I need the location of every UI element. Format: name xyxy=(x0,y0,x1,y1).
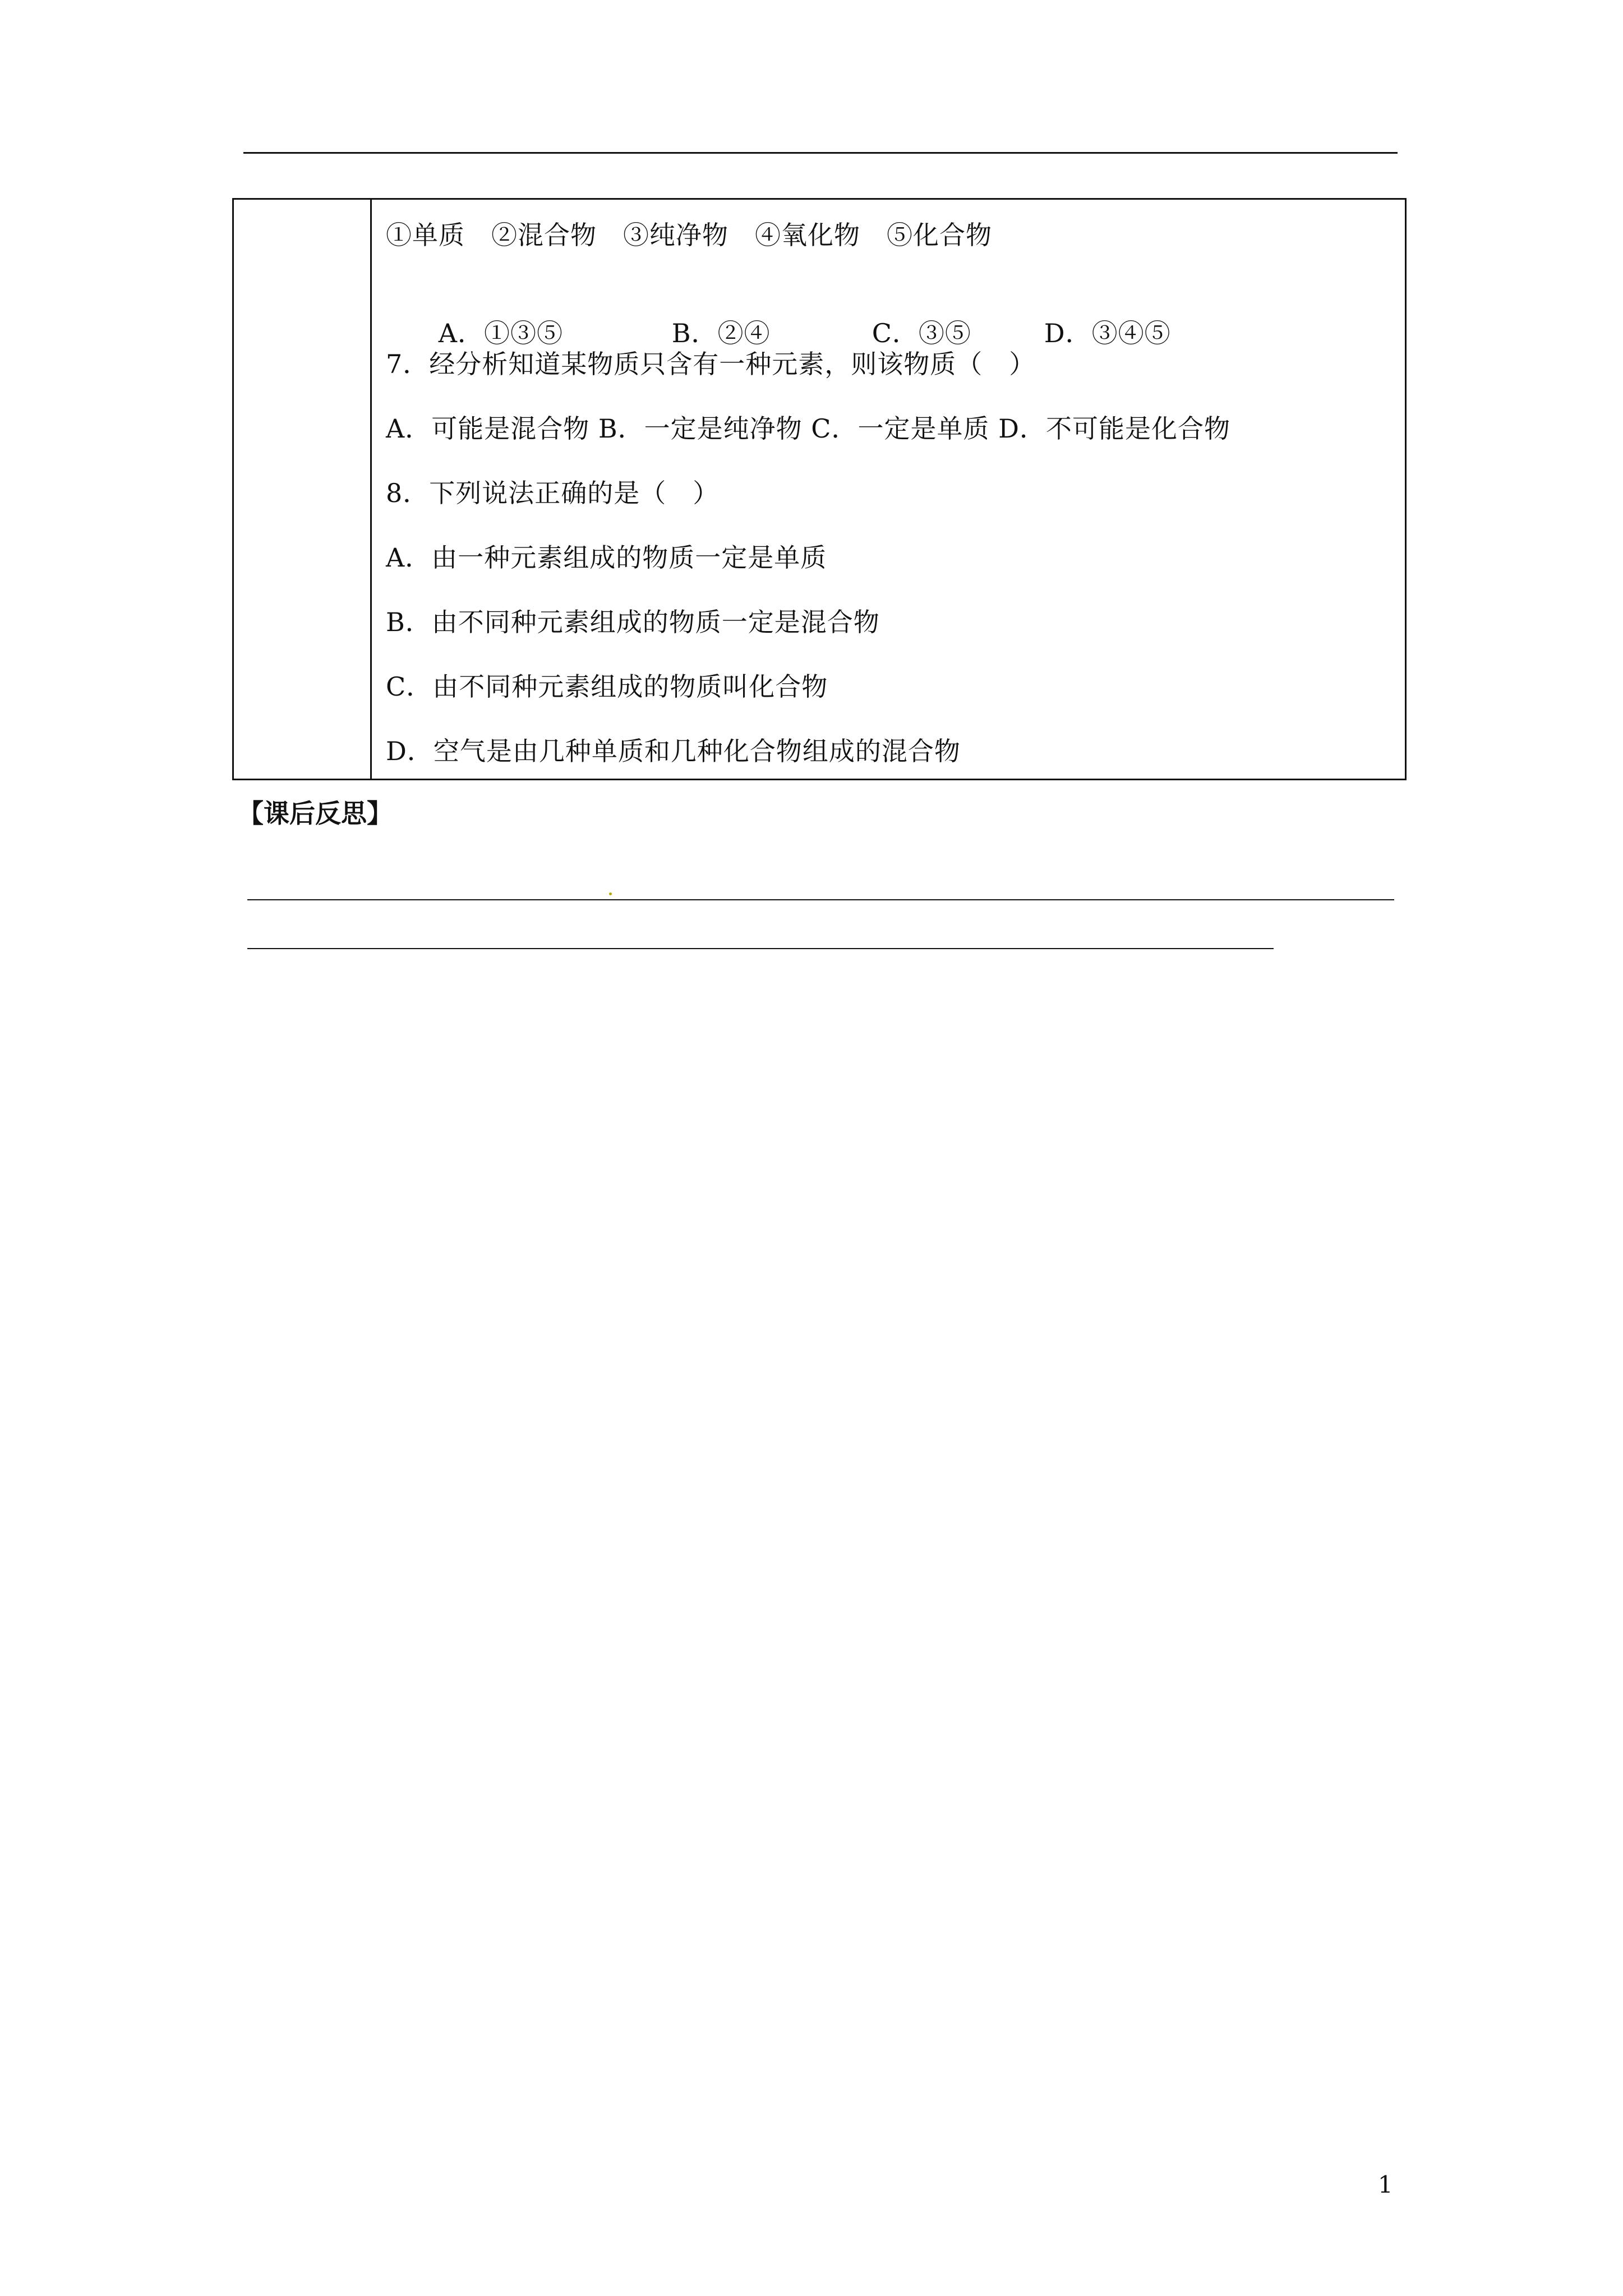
header-rule xyxy=(243,152,1398,154)
answer-line[interactable] xyxy=(247,899,1394,900)
reflection-title: 【课后反思】 xyxy=(238,798,393,829)
answer-line[interactable] xyxy=(247,948,1274,949)
q7-options: A．可能是混合物 B．一定是纯净物 C．一定是单质 D．不可能是化合物 xyxy=(386,413,1230,444)
q6-option-d: D．③④⑤ xyxy=(1044,318,1171,348)
q8-option-c: C．由不同种元素组成的物质叫化合物 xyxy=(386,671,828,702)
q6-option-a: A．①③⑤ xyxy=(438,318,563,348)
q6-items-line: ①单质 ②混合物 ③纯净物 ④氧化物 ⑤化合物 xyxy=(386,220,992,250)
table-label-cell xyxy=(234,200,372,779)
table-content-cell xyxy=(372,200,1405,779)
q7-stem: 7．经分析知道某物质只含有一种元素，则该物质（ ） xyxy=(386,349,1036,379)
q8-option-b: B．由不同种元素组成的物质一定是混合物 xyxy=(386,607,880,637)
q8-stem: 8．下列说法正确的是（ ） xyxy=(386,478,720,508)
stray-dot xyxy=(609,892,612,895)
q6-option-b: B．②④ xyxy=(671,318,771,348)
q6-option-c: C．③⑤ xyxy=(872,318,971,348)
q8-option-d: D．空气是由几种单质和几种化合物组成的混合物 xyxy=(386,736,961,766)
q8-option-a: A．由一种元素组成的物质一定是单质 xyxy=(386,542,827,573)
exercise-table xyxy=(232,198,1407,780)
page-number: 1 xyxy=(1378,2171,1393,2198)
